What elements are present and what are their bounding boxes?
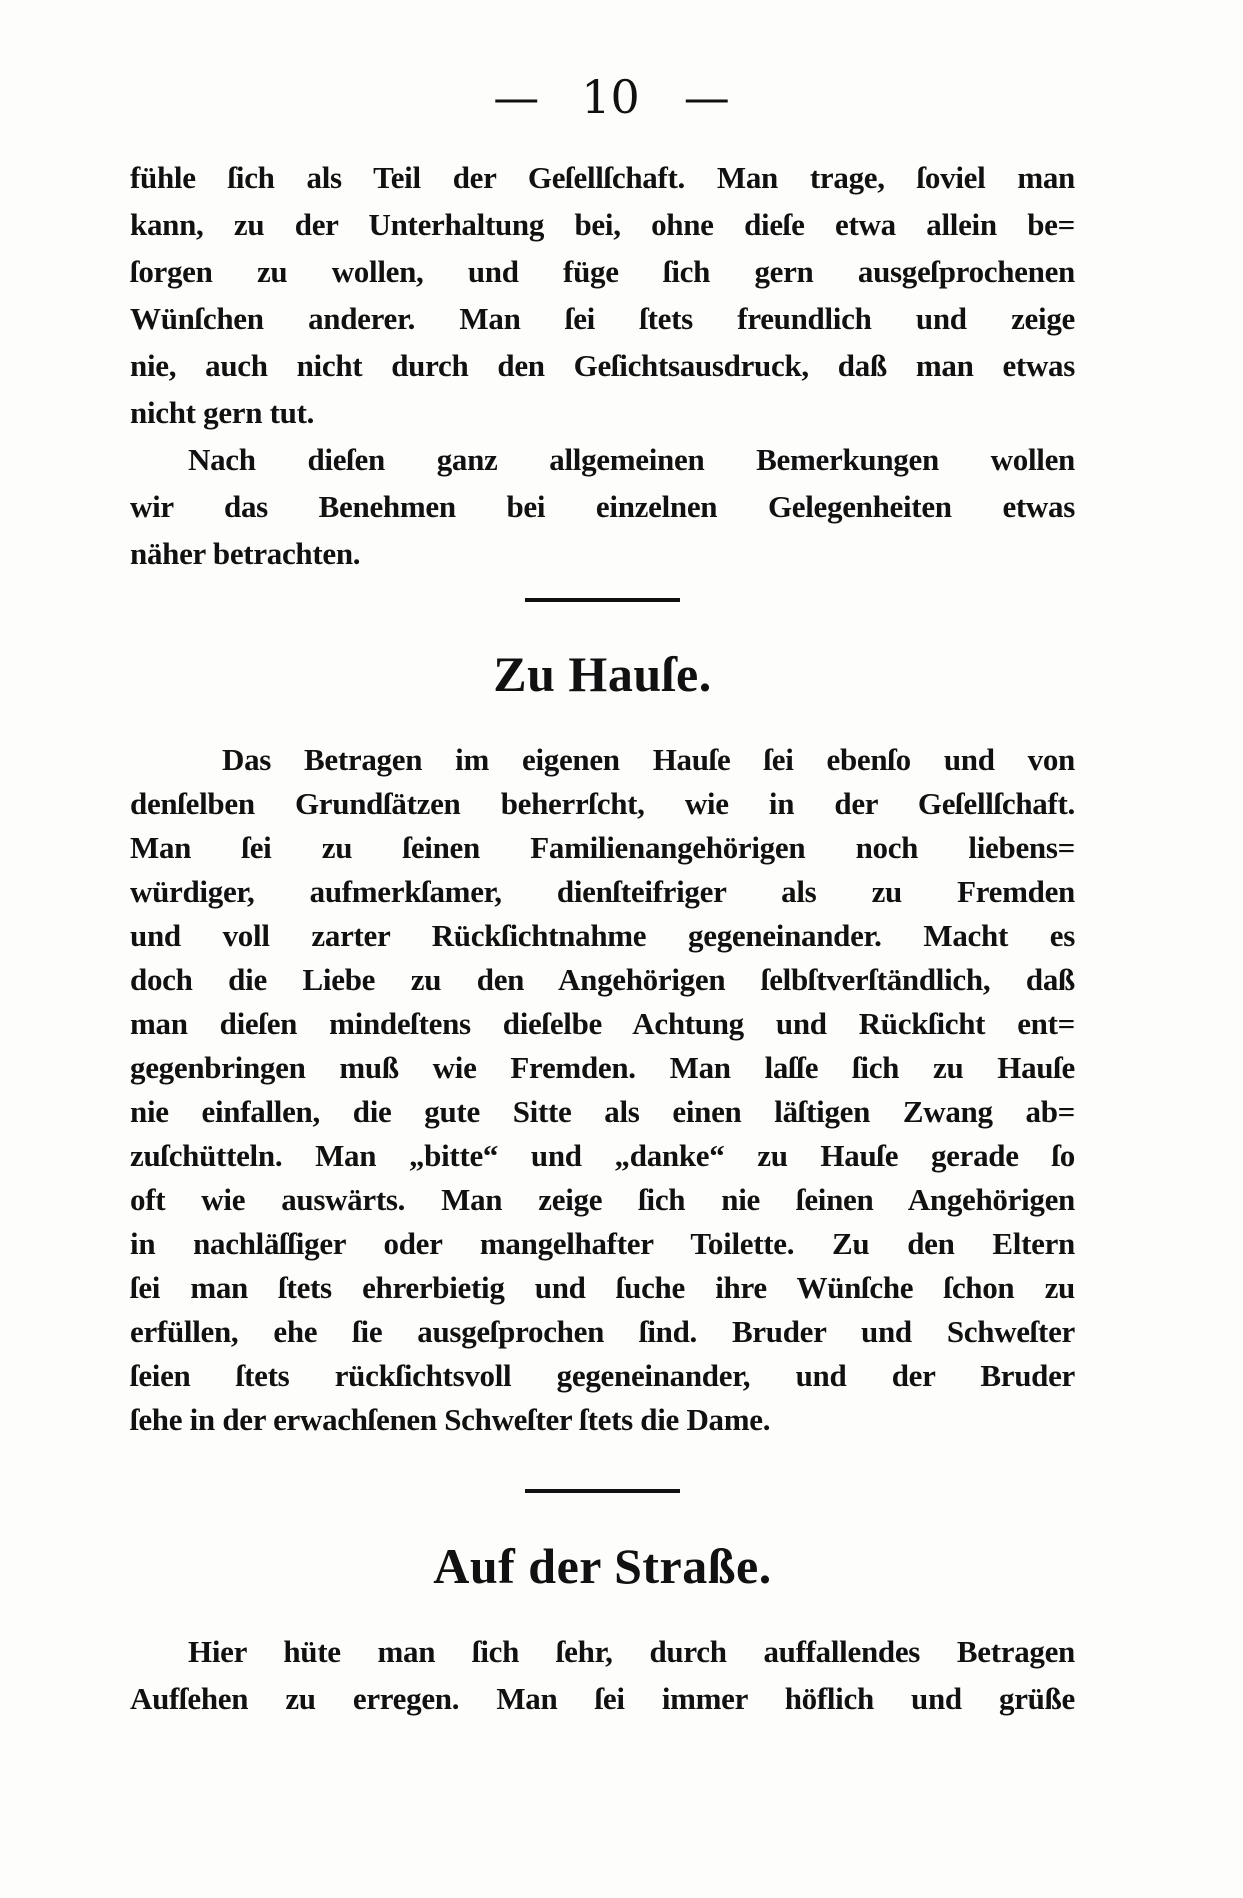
text-line: gegenbringen muß wie Fremden. Man laſſe ſich zu Hauſe	[130, 1050, 1075, 1085]
page-number-dash-right: —	[683, 70, 728, 124]
section-divider-1	[525, 598, 680, 602]
text-line: fühle ſich als Teil der Geſellſchaft. Man trage, ſoviel man	[130, 160, 1075, 195]
text-line: ſei man ſtets ehrerbietig und ſuche ihre Wünſche ſchon zu	[130, 1270, 1075, 1305]
text-line: nie, auch nicht durch den Geſichtsausdruck, daß man etwas	[130, 348, 1075, 383]
text-line: in nachläſſiger oder mangelhafter Toilette. Zu den Eltern	[130, 1226, 1075, 1261]
text-line: Hier hüte man ſich ſehr, durch auffallendes Betragen	[188, 1634, 1075, 1669]
text-line: doch die Liebe zu den Angehörigen ſelbſtverſtändlich, daß	[130, 962, 1075, 997]
text-line: Das Betragen im eigenen Hauſe ſei ebenſo und von	[222, 742, 1075, 777]
text-line: und voll zarter Rückſichtnahme gegeneinander. Macht es	[130, 918, 1075, 953]
page-header	[0, 70, 1232, 124]
page-content	[130, 154, 1075, 1722]
text-line: man dieſen mindeſtens dieſelbe Achtung und Rückſicht ent=	[130, 1006, 1075, 1041]
section-divider-2	[525, 1489, 680, 1493]
paragraph-auf-der-strasse	[130, 1628, 1075, 1722]
text-line: Man ſei zu ſeinen Familienangehörigen noch liebens=	[130, 830, 1075, 865]
text-line: nie einfallen, die gute Sitte als einen läſtigen Zwang ab=	[130, 1094, 1075, 1129]
text-line: wir das Benehmen bei einzelnen Gelegenheiten etwas	[130, 489, 1075, 524]
text-line: oft wie auswärts. Man zeige ſich nie ſeinen Angehörigen	[130, 1182, 1075, 1217]
text-line: erfüllen, ehe ſie ausgeſprochen ſind. Bruder und Schweſter	[130, 1314, 1075, 1349]
text-line: nicht gern tut.	[130, 395, 315, 430]
text-line: zuſchütteln. Man „bitte“ und „danke“ zu Hauſe gerade ſo	[130, 1138, 1075, 1173]
heading-auf-der-strasse: Auf der Straße.	[433, 1538, 772, 1594]
text-line: näher betrachten.	[130, 536, 361, 571]
text-line: kann, zu der Unterhaltung bei, ohne dieſe etwa allein be=	[130, 207, 1075, 242]
text-line: Wünſchen anderer. Man ſei ſtets freundlich und zeige	[130, 301, 1075, 336]
text-line: würdiger, aufmerkſamer, dienſteifriger als zu Fremden	[130, 874, 1075, 909]
page-number: 10	[581, 70, 640, 124]
heading-zu-hause: Zu Hauſe.	[493, 646, 712, 702]
paragraph-continuation	[130, 154, 1075, 436]
text-line: denſelben Grundſätzen beherrſcht, wie in der Geſellſchaft.	[130, 786, 1075, 821]
text-line: ſehe in der erwachſenen Schweſter ſtets die Dame.	[130, 1402, 771, 1437]
paragraph-transition	[130, 436, 1075, 577]
page-number-dash-left: —	[493, 70, 538, 124]
text-line: Nach dieſen ganz allgemeinen Bemerkungen wollen	[188, 442, 1075, 477]
text-line: ſorgen zu wollen, und füge ſich gern ausgeſprochenen	[130, 254, 1075, 289]
text-line: Aufſehen zu erregen. Man ſei immer höflich und grüße	[130, 1681, 1075, 1716]
paragraph-zu-hause	[130, 738, 1075, 1442]
text-line: ſeien ſtets rückſichtsvoll gegeneinander, und der Bruder	[130, 1358, 1075, 1393]
